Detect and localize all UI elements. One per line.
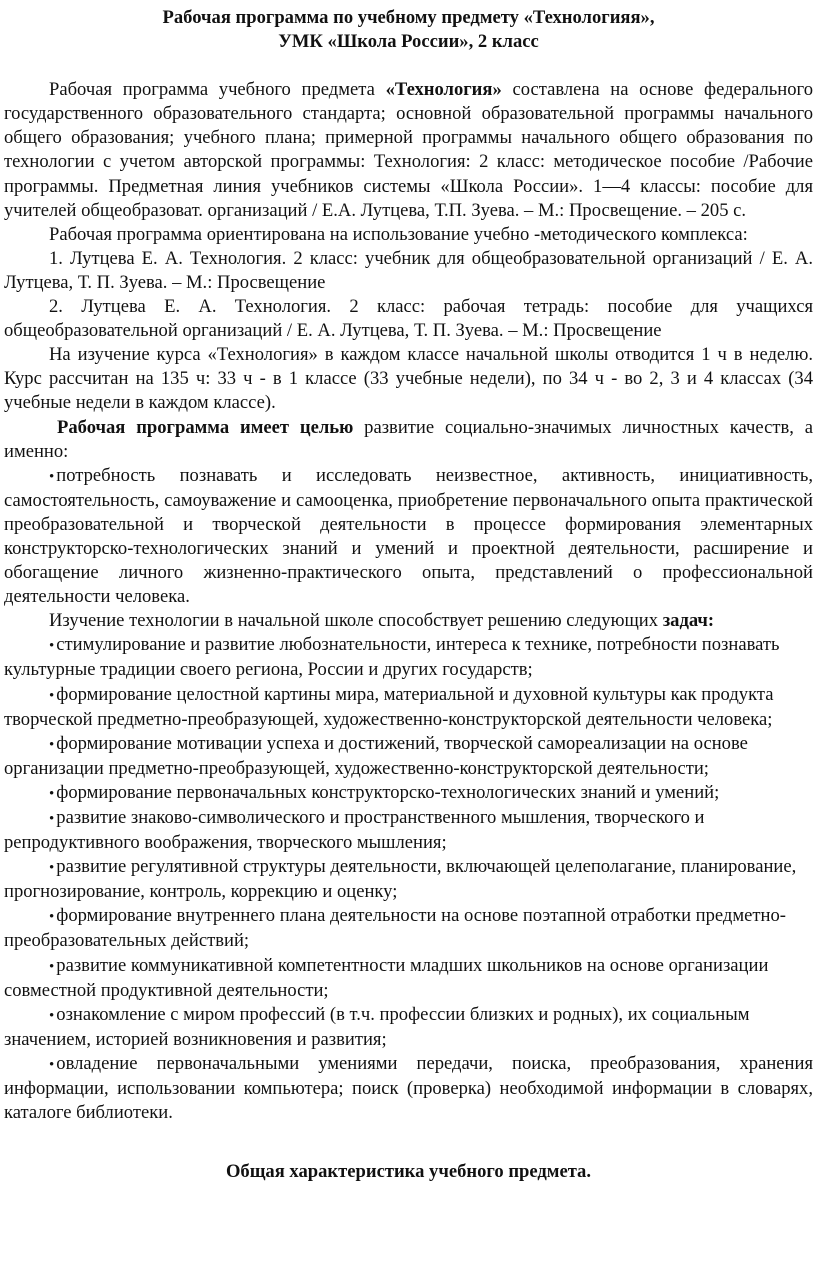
bullet-icon: • [49, 736, 55, 753]
tasks-bold: задач: [662, 610, 715, 632]
task-text: развитие регулятивной структуры деятельности, включающей целеполагание, планирование, прогнозирование, контроль, коррекцию и оценку; [4, 856, 797, 903]
task-text: стимулирование и развитие любознательности, интереса к технике, потребности познавать культурные традиции своего региона, России и других государств; [4, 634, 780, 681]
goal-bullet-item [4, 464, 813, 610]
task-text: формирование целостной картины мира, материальной и духовной культуры как продукта творческой предметно-преобразующей, художественно-конструкторской деятельности человека; [4, 683, 774, 730]
bullet-icon: • [49, 468, 55, 485]
hours-text-a: На изучение курса «Технология» в каждом классе начальной школы отводится 1 ч в неделю. [49, 344, 813, 366]
task-text: развитие коммуникативной компетентности младших школьников на основе организации совместной продуктивной деятельности; [4, 954, 769, 1001]
document-title-line2: УМК «Школа России», 2 класс [278, 31, 539, 53]
bullet-icon: • [49, 638, 55, 655]
task-item-6 [4, 855, 813, 904]
bullet-icon: • [49, 785, 55, 802]
task-text: формирование внутреннего плана деятельности на основе поэтапной отработки предметно- преобразовательных действий; [4, 905, 786, 952]
goal-paragraph [4, 416, 813, 464]
last-bullet-item [4, 1052, 813, 1125]
hours-paragraph [4, 343, 813, 415]
oriented-paragraph: Рабочая программа ориентирована на использование учебно -методического комплекса: [49, 223, 748, 245]
intro-subject-bold: «Технология» [385, 79, 502, 101]
task-item-8 [4, 954, 813, 1003]
intro-text-a: Рабочая программа учебного предмета [49, 79, 386, 101]
bullet-icon: • [49, 687, 55, 704]
tasks-list [4, 633, 813, 1052]
task-text: развитие знаково-символического и пространственного мышления, творческого и репродуктивного воображения, творческого мышления; [4, 807, 705, 854]
goal-bold: Рабочая программа имеет целью [57, 416, 354, 438]
task-item-9 [4, 1003, 813, 1052]
tasks-intro-paragraph [4, 609, 813, 633]
intro-paragraph [4, 78, 813, 223]
intro-text-c: составлена на основе федерального государственного образовательного стандарта; основной образовательной программы начального общего образования; учебного плана; примерной программы начального общего образования по технологии с учетом авторской программы: Технология: 2 класс: методическое пособие /Рабочие программы. Предметная линия учебников системы «Школа России». 1—4 классы: пособие для учителей общеобразоват. организаций / Е.А. Лутцева, Т.П. Зуева. – М.: Просвещение. – 205 с. [4, 79, 813, 221]
task-item-1 [4, 633, 813, 682]
goal-bullet-text: потребность познавать и исследовать неизвестное, активность, инициативность, самостоятельность, самоуважение и самооценка, приобретение первоначального опыта практической преобразовательной и творческой деятельности в процессе формирования элементарных конструкторско-технологических знаний и умений и проектной деятельности, расширение и обогащение личного жизненно-практического опыта, представлений о профессиональной деятельности человека. [4, 464, 813, 608]
hours-text-b: Курс рассчитан на 135 ч: 33 ч - в 1 классе (33 учебные недели), по 34 ч - во 2, 3 и 4 классах (34 учебные недели в каждом классе). [4, 368, 813, 414]
bullet-icon: • [49, 1007, 55, 1024]
task-item-5 [4, 806, 813, 855]
bullet-icon: • [49, 860, 55, 877]
bullet-icon: • [49, 811, 55, 827]
book-item-2: 2. Лутцева Е. А. Технология. 2 класс: рабочая тетрадь: пособие для учащихся общеобразовательной организаций / Е. А. Лутцева, Т. П. Зуева. – М.: Просвещение [4, 296, 813, 342]
bullet-icon: • [49, 958, 55, 975]
bullet-icon: • [49, 1056, 55, 1073]
task-item-7 [4, 904, 813, 953]
task-item-2 [4, 683, 813, 732]
goal-text: развитие социально-значимых личностных качеств, а именно: [4, 416, 814, 462]
section-title: Общая характеристика учебного предмета. [225, 1161, 592, 1183]
bullet-icon: • [49, 909, 55, 926]
tasks-intro-text: Изучение технологии в начальной школе способствует решению следующих [49, 610, 663, 632]
task-item-4 [4, 781, 813, 806]
task-text: ознакомление с миром профессий (в т.ч. профессии близких и родных), их социальным значением, историей возникновения и развития; [4, 1003, 750, 1050]
task-text: формирование первоначальных конструкторско-технологических знаний и умений; [56, 781, 720, 803]
task-item-3 [4, 732, 813, 781]
book-item-1: 1. Лутцева Е. А. Технология. 2 класс: учебник для общеобразовательной организаций / Е. А. Лутцева, Т. П. Зуева. – М.: Просвещение [4, 247, 813, 293]
document-title-line1: Рабочая программа по учебному предмету «Технологияя», [162, 7, 655, 28]
last-bullet-text: овладение первоначальными умениями передачи, поиска, преобразования, хранения информации, использовании компьютера; поиск (проверка) необходимой информации в словарях, каталоге библиотеки. [4, 1052, 813, 1124]
task-text: формирование мотивации успеха и достижений, творческой самореализации на основе организации предметно-преобразующей, художественно-конструкторской деятельности; [4, 732, 748, 779]
